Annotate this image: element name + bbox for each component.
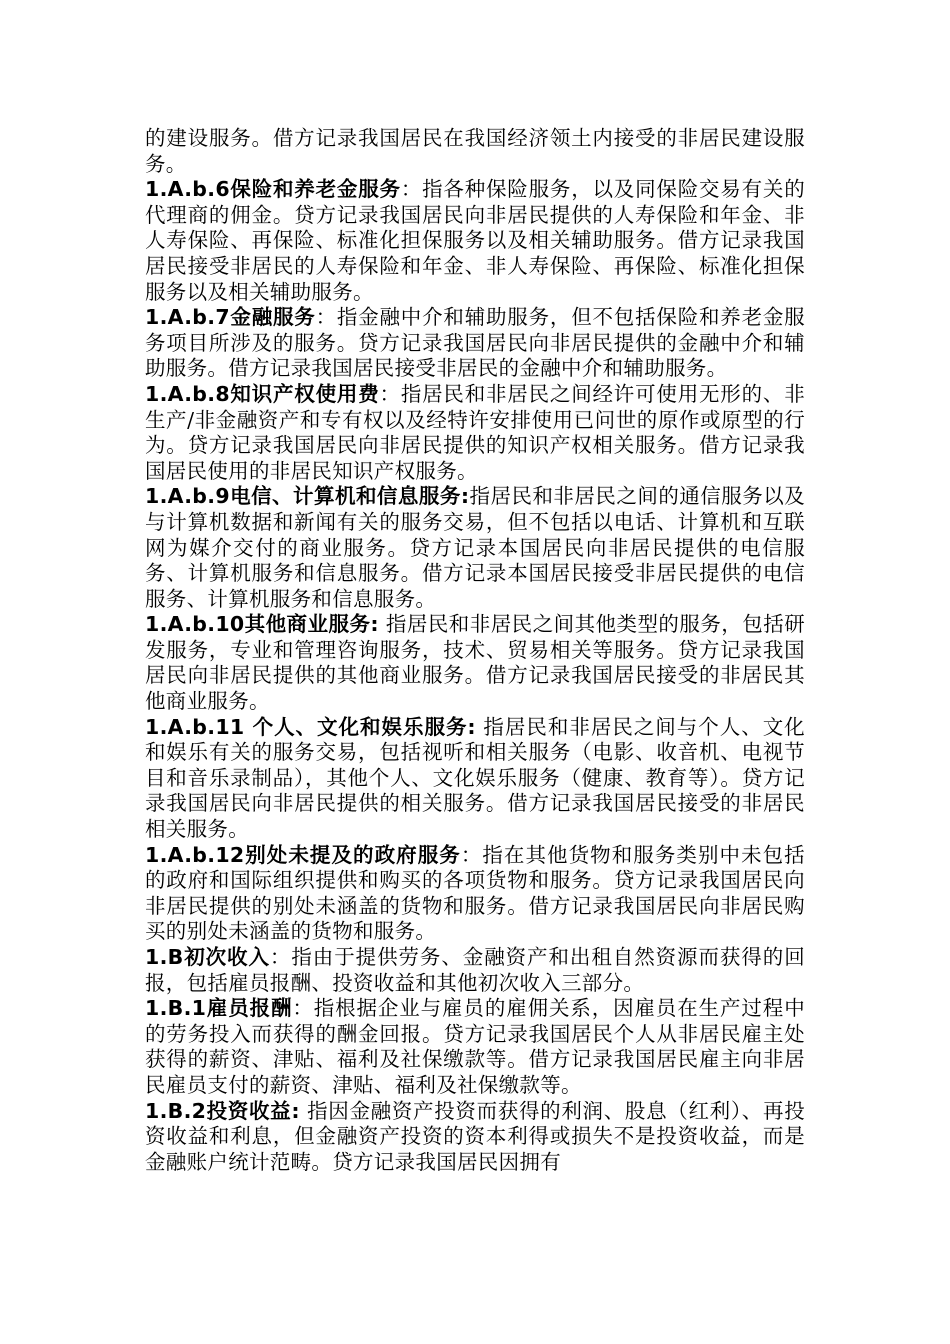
- paragraph-personal-cultural: [145, 715, 805, 843]
- paragraph-construction-tail: [145, 126, 805, 177]
- paragraph-term: 1.B.2投资收益:: [145, 1098, 300, 1123]
- paragraph-term: 1.A.b.6保险和养老金服务: [145, 177, 401, 202]
- paragraph-term: 1.B.1雇员报酬: [145, 996, 293, 1021]
- paragraph-term: 1.B初次收入: [145, 945, 270, 969]
- paragraph-term: 1.A.b.11 个人、文化和娱乐服务:: [145, 714, 476, 739]
- paragraph-telecom-computer: [145, 484, 805, 612]
- paragraph-text: ：指由于提供劳务、金融资产和出租自然资源而获得的回报，包括雇员报酬、投资收益和其他初次收入三部分。: [145, 945, 805, 995]
- paragraph-text: ：指各种保险服务，以及同保险交易有关的代理商的佣金。贷方记录我国居民向非居民提供的人寿保险和年金、非人寿保险、再保险、标准化担保服务以及相关辅助服务。借方记录我国居民接受非居民的人寿保险和年金、非人寿保险、再保险、标准化担保服务以及相关辅助服务。: [145, 177, 806, 304]
- paragraph-text: 指居民和非居民之间其他类型的服务，包括研发服务，专业和管理咨询服务，技术、贸易相关等服务。贷方记录我国居民向非居民提供的其他商业服务。借方记录我国居民接受的非居民其他商业服务。: [145, 612, 805, 714]
- paragraph-primary-income: [145, 945, 805, 996]
- paragraph-ip-charges: [145, 382, 805, 484]
- paragraph-text: 指因金融资产投资而获得的利润、股息（红利）、再投资收益和利息，但金融资产投资的资本利得或损失不是投资收益，而是金融账户统计范畴。贷方记录我国居民因拥有: [145, 1098, 805, 1174]
- paragraph-text: ：指居民和非居民之间经许可使用无形的、非生产/非金融资产和专有权以及经特许安排使用已问世的原作或原型的行为。贷方记录我国居民向非居民提供的知识产权相关服务。借方记录我国居民使用的非居民知识产权服务。: [145, 381, 806, 483]
- paragraph-text: 指居民和非居民之间的通信服务以及与计算机数据和新闻有关的服务交易，但不包括以电话、计算机和互联网为媒介交付的商业服务。贷方记录本国居民向非居民提供的电信服务、计算机服务和信息服务。借方记录本国居民接受非居民提供的电信服务、计算机服务和信息服务。: [145, 484, 805, 611]
- paragraph-term: 1.A.b.8知识产权使用费: [145, 381, 380, 406]
- paragraph-text: ：指根据企业与雇员的雇佣关系，因雇员在生产过程中的劳务投入而获得的酬金回报。贷方记录我国居民个人从非居民雇主处获得的薪资、津贴、福利及社保缴款等。借方记录我国居民雇主向非居民雇员支付的薪资、津贴、福利及社保缴款等。: [145, 996, 805, 1097]
- paragraph-text: 的建设服务。借方记录我国居民在我国经济领土内接受的非居民建设服务。: [145, 126, 805, 176]
- document-body: [145, 126, 805, 1175]
- paragraph-insurance-pension: [145, 177, 805, 305]
- paragraph-government-services: [145, 843, 805, 945]
- paragraph-text: ：指在其他货物和服务类别中未包括的政府和国际组织提供和购买的各项货物和服务。贷方记录我国居民向非居民提供的别处未涵盖的货物和服务。借方记录我国居民向非居民购买的别处未涵盖的货物和服务。: [145, 842, 805, 944]
- paragraph-term: 1.A.b.7金融服务: [145, 305, 316, 330]
- paragraph-text: ：指金融中介和辅助服务，但不包括保险和养老金服务项目所涉及的服务。贷方记录我国居民向非居民提供的金融中介和辅助服务。借方记录我国居民接受非居民的金融中介和辅助服务。: [145, 305, 805, 381]
- paragraph-investment-income: [145, 1099, 805, 1176]
- paragraph-term: 1.A.b.12别处未提及的政府服务: [145, 842, 461, 867]
- paragraph-term: 1.A.b.10其他商业服务:: [145, 612, 379, 637]
- paragraph-financial-services: [145, 305, 805, 382]
- paragraph-other-business: [145, 612, 805, 714]
- paragraph-compensation: [145, 996, 805, 1098]
- paragraph-text: 指居民和非居民之间与个人、文化和娱乐有关的服务交易，包括视听和相关服务（电影、收音机、电视节目和音乐录制品），其他个人、文化娱乐服务（健康、教育等）。贷方记录我国居民向非居民提供的相关服务。借方记录我国居民接受的非居民相关服务。: [145, 714, 805, 842]
- paragraph-term: 1.A.b.9电信、计算机和信息服务:: [145, 484, 470, 509]
